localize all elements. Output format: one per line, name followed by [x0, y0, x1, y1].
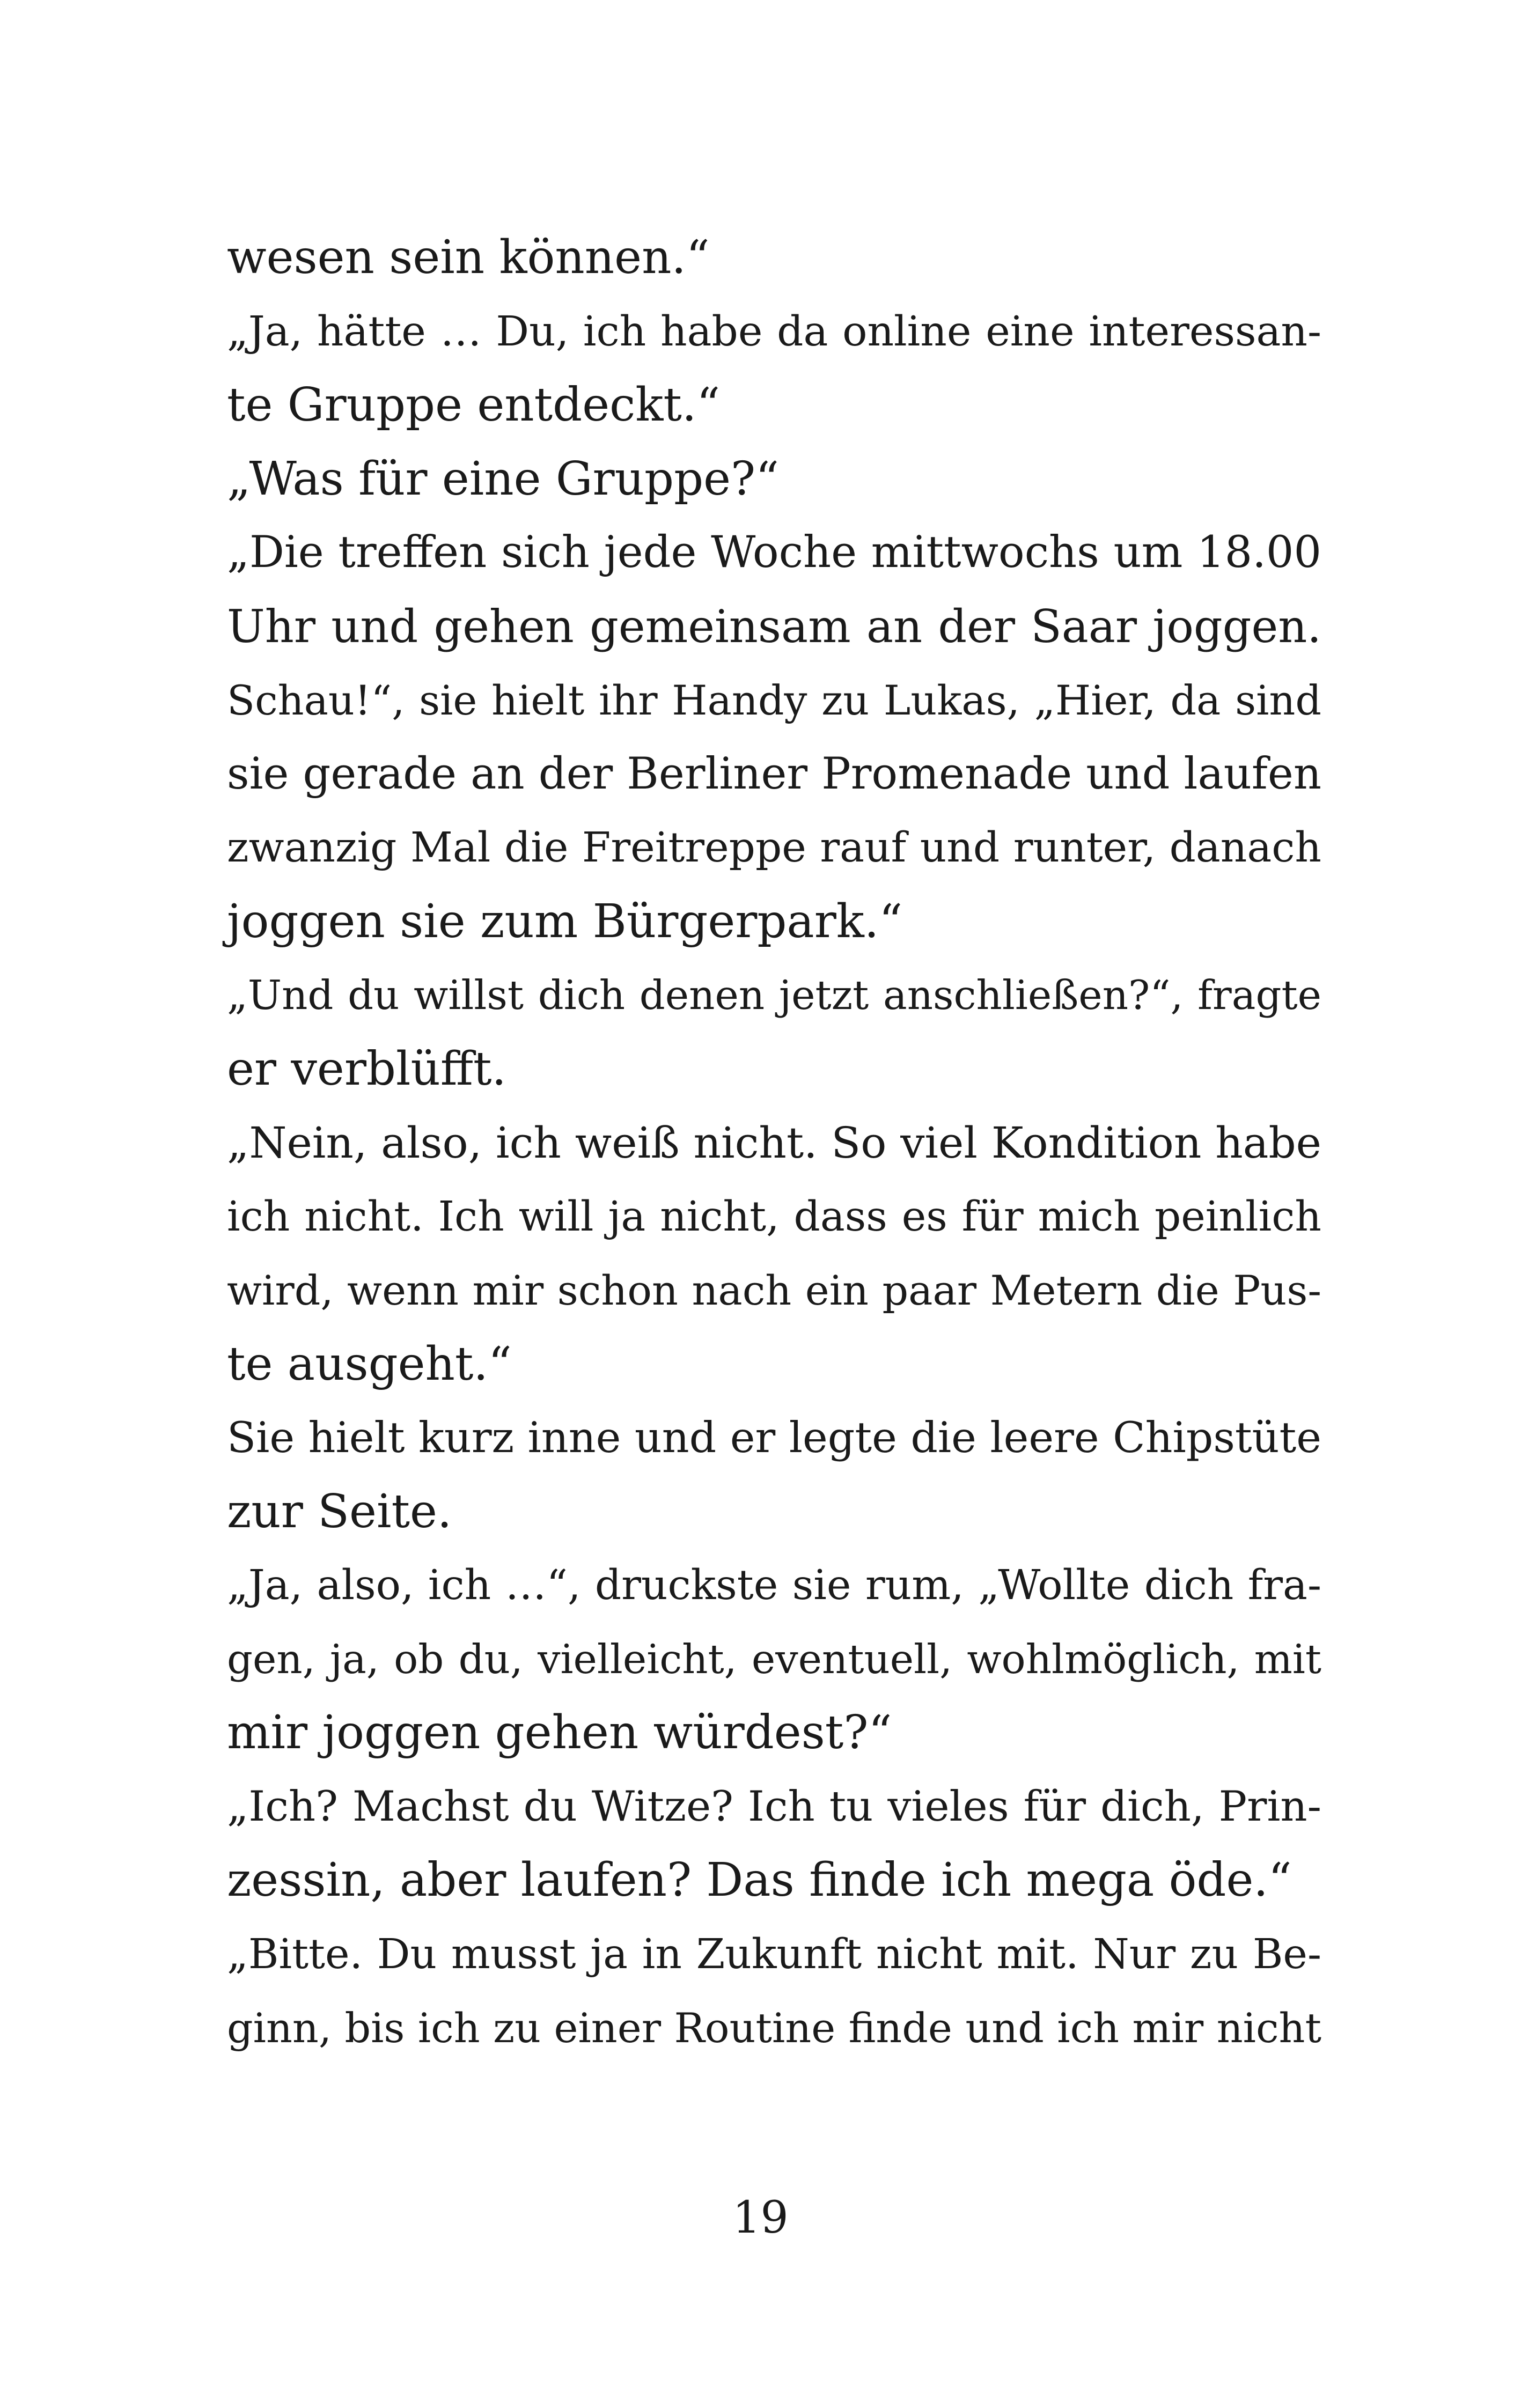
text-line: wird, wenn mir schon nach ein paar Metern die Pus- [227, 1266, 1321, 1314]
page-number: 19 [732, 2192, 789, 2243]
text-line: zur Seite. [227, 1484, 452, 1538]
text-line: joggen sie zum Bürgerpark.“ [227, 894, 903, 948]
text-line: „Ja, also, ich …“, druckste sie rum, „Wollte dich fra- [227, 1562, 1321, 1609]
text-line: er verblüfft. [227, 1042, 506, 1096]
text-line: Schau!“, sie hielt ihr Handy zu Lukas, „Hier, da sind [227, 676, 1321, 724]
text-line: gen, ja, ob du, vielleicht, eventuell, wohlmöglich, mit [227, 1635, 1321, 1683]
text-line: „Ja, hätte … Du, ich habe da online eine interessan- [227, 307, 1321, 356]
text-line: ich nicht. Ich will ja nicht, dass es für mich peinlich [227, 1192, 1321, 1241]
text-line: zessin, aber laufen? Das finde ich mega öde.“ [227, 1853, 1292, 1907]
text-line: „Und du willst dich denen jetzt anschließen?“, fragte [227, 971, 1321, 1019]
text-line: „Was für eine Gruppe?“ [227, 452, 780, 506]
text-line: Sie hielt kurz inne und er legte die leere Chipstüte [227, 1413, 1321, 1462]
text-line: „Nein, also, ich weiß nicht. So viel Kondition habe [227, 1118, 1321, 1168]
text-line: „Bitte. Du musst ja in Zukunft nicht mit. Nur zu Be- [227, 1930, 1321, 1978]
text-line: wesen sein können.“ [227, 231, 710, 284]
body-text [227, 221, 1321, 2065]
text-line: „Die treffen sich jede Woche mittwochs um 18.00 [227, 527, 1321, 578]
text-line: te Gruppe entdeckt.“ [227, 378, 721, 432]
text-line: ginn, bis ich zu einer Routine finde und ich mir nicht [227, 2004, 1321, 2052]
text-line: te ausgeht.“ [227, 1337, 512, 1391]
text-line: mir joggen gehen würdest?“ [227, 1706, 892, 1759]
text-line: Uhr und gehen gemeinsam an der Saar joggen. [227, 600, 1321, 653]
text-line: „Ich? Machst du Witze? Ich tu vieles für dich, Prin- [227, 1782, 1321, 1831]
text-line: zwanzig Mal die Freitreppe rauf und runter, danach [227, 824, 1321, 872]
text-line: sie gerade an der Berliner Promenade und laufen [227, 748, 1321, 799]
